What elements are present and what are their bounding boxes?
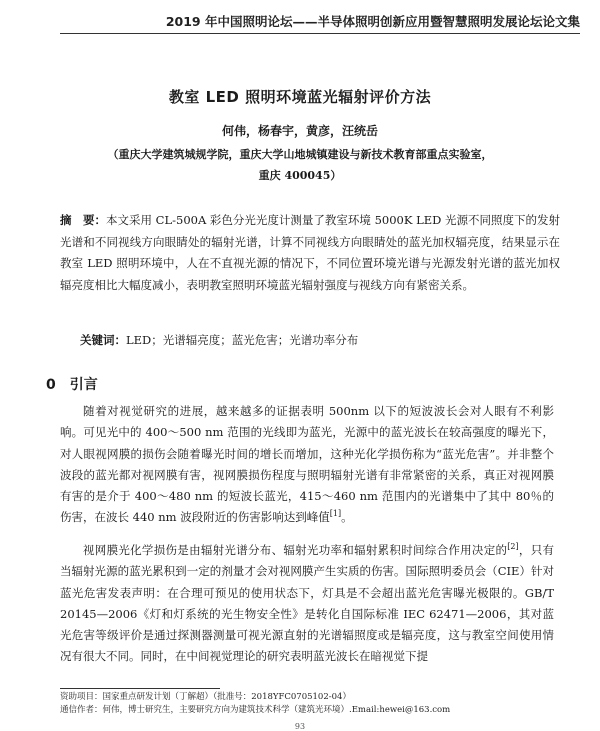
intro-paragraph-2 (60, 540, 554, 668)
paragraph-text: 视网膜光化学损伤是由辐射光谱分布、辐射光功率和辐射累积时间综合作用决定的 (83, 543, 508, 557)
affiliation (40, 144, 560, 186)
section-number: 0 (46, 377, 56, 393)
citation-ref: [1] (329, 509, 342, 519)
abstract (60, 210, 560, 296)
paragraph-text: 随着对视觉研究的进展，越来越多的证据表明 500nm 以下的短波波长会对人眼有不利影响。可见光中的 400～500 nm 范围的光线即为蓝光，光源中的蓝光波长在较高强度的曝光下，对人眼视网膜的损伤会随着曝光时间的增长而增加，这种光化学损伤称为“蓝光危害”。并非整个波段的蓝光都对视网膜有害，视网膜损伤程度与照明辐射光谱有非常紧密的关系，真正对视网膜有害的是介于 400～480 nm 的短波长蓝光，415～460 nm 范围内的光谱集中了其中 80％的伤害，在波长 440 nm 波段附近的伤害影响达到峰值 (60, 404, 554, 525)
paragraph-text-rest: ，只有当辐射光源的蓝光累积到一定的剂量才会对视网膜产生实质的伤害。国际照明委员会（CIE）针对蓝光危害发表声明：在合理可预见的使用状态下，灯具是不会超出蓝光危害曝光极限的。GB/T 20145—2006《灯和灯系统的光生物安全性》是转化自国际标准 IEC 62471—2006，其对蓝光危害等级评价是通过探测器测量可视光源直射的光谱辐照度或是辐亮度，这与教室空间使用情况有很大不同。同时，在中间视觉理论的研究表明蓝光波长在暗视觉下提 (60, 543, 554, 664)
paper-title: 教室 LED 照明环境蓝光辐射评价方法 (168, 88, 432, 106)
footnote-author: 通信作者：何伟，博士研究生，主要研究方向为建筑技术科学（建筑光环境）.Email:hewei@163.com (60, 705, 451, 715)
author-list: 何伟，杨春宇，黄彦，汪统岳 (221, 124, 378, 138)
intro-paragraph-1 (60, 401, 554, 529)
footnotes (60, 691, 560, 717)
keywords-label: 关键词： (80, 333, 126, 347)
footnote-funding: 资助项目：国家重点研发计划（丁解超）（批准号：2018YFC0705102-04） (60, 692, 351, 702)
footnote-divider (60, 688, 220, 689)
paragraph-end: 。 (341, 510, 353, 525)
running-header: 2019 年中国照明论坛——半导体照明创新应用暨智慧照明发展论坛论文集 (60, 12, 580, 34)
section-heading (46, 374, 98, 394)
section-title: 引言 (69, 377, 98, 393)
abstract-text: 本文采用 CL-500A 彩色分光光度计测量了教室环境 5000K LED 光源不同照度下的发射光谱和不同视线方向眼睛处的辐射光谱，计算不同视线方向眼睛处的蓝光加权辐亮度，结果显示在教室 LED 照明环境中，人在不直视光源的情况下，不同位置环境光谱与光源发射光谱的蓝光加权辐亮度相比大幅度减小，表明教室照明环境蓝光辐射强度与视线方向有紧密关系。 (60, 213, 561, 292)
keywords-text: LED；光谱辐亮度；蓝光危害；光谱功率分布 (126, 333, 359, 347)
affiliation-line-2: 重庆 400045） (258, 169, 342, 182)
abstract-label: 摘 要： (60, 213, 107, 227)
citation-ref: [2] (507, 542, 519, 552)
keywords (80, 330, 560, 350)
affiliation-line-1: （重庆大学建筑城规学院，重庆大学山地城镇建设与新技术教育部重点实验室， (107, 148, 493, 161)
page-number: 93 (294, 722, 306, 731)
